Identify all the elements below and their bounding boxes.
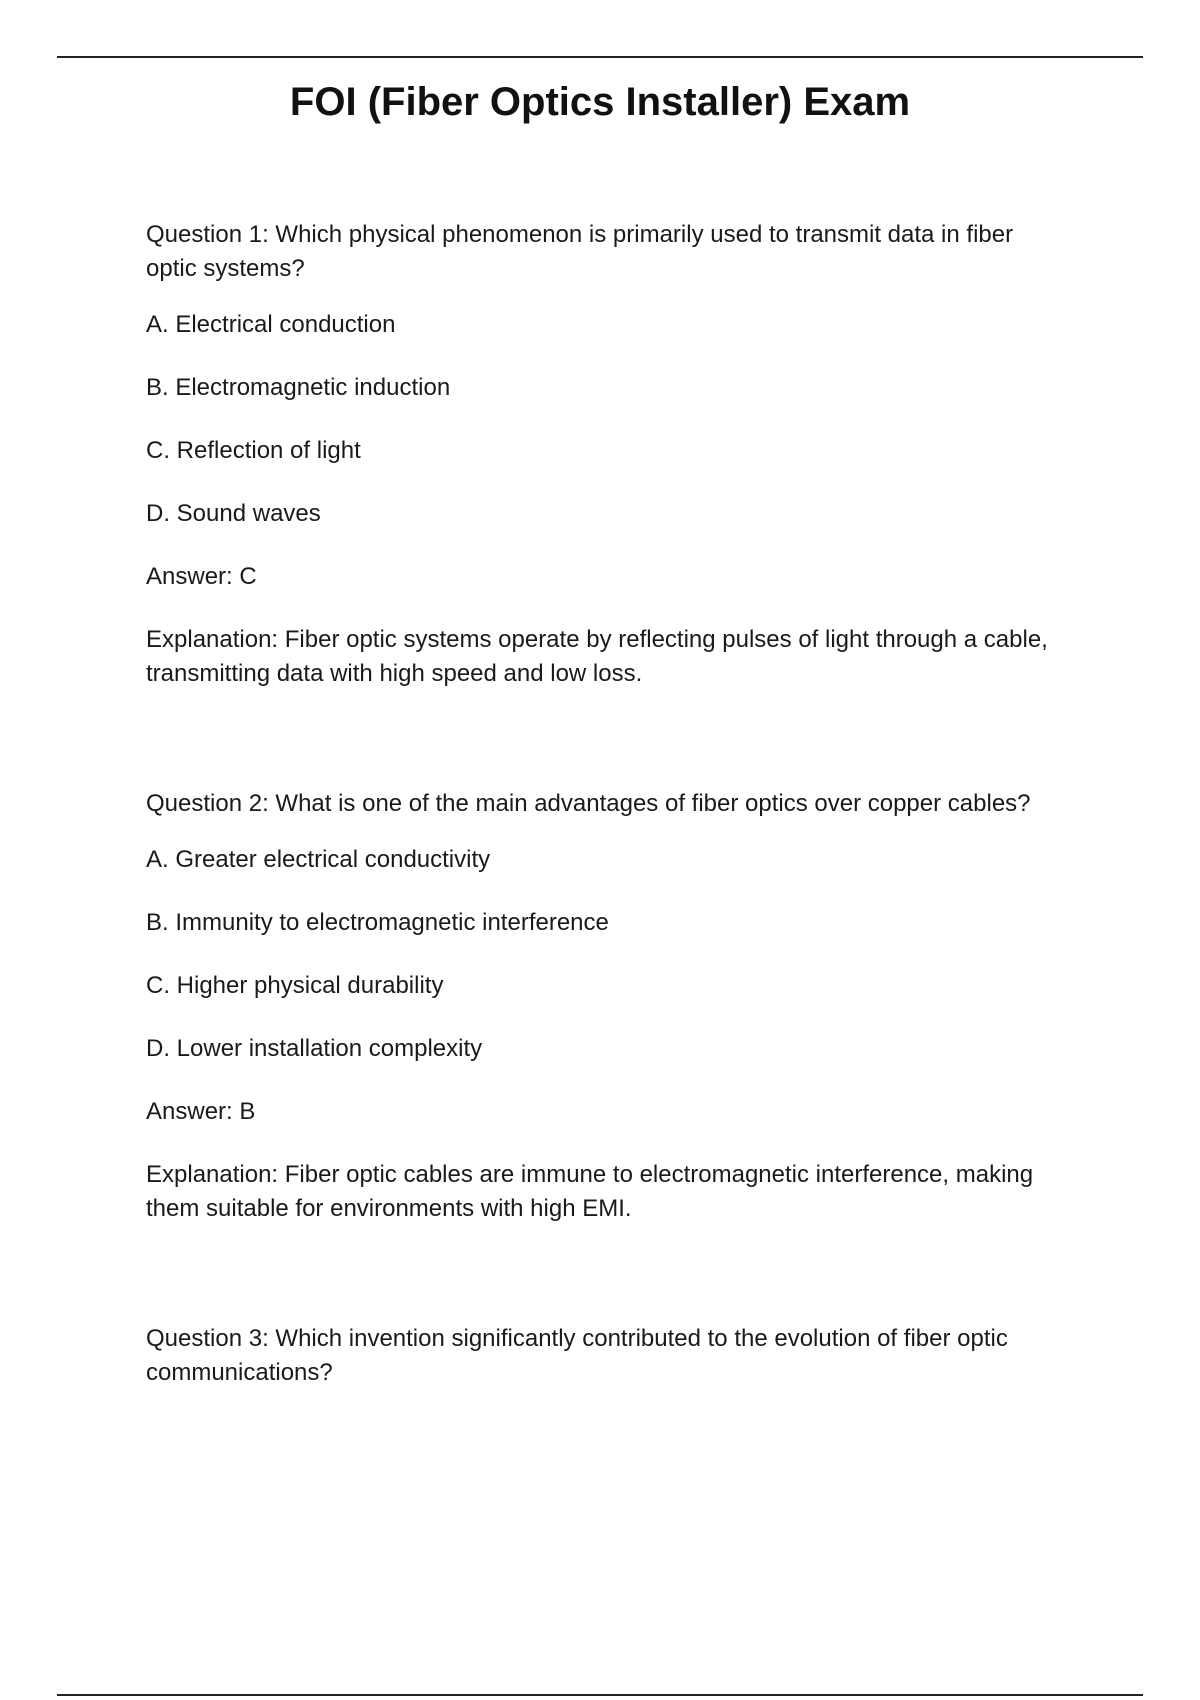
bottom-rule: [57, 1694, 1143, 1696]
explanation: Explanation: Fiber optic cables are immune to electromagnetic interference, making them suitable for environments with high EMI.: [146, 1161, 1034, 1222]
option-c: C. Higher physical durability: [146, 972, 444, 999]
exam-content: [146, 218, 1066, 1412]
option-a: A. Electrical conduction: [146, 311, 396, 338]
page-title: FOI (Fiber Optics Installer) Exam: [289, 80, 911, 124]
question-text: Question 2: What is one of the main advantages of fiber optics over copper cables?: [146, 790, 1031, 817]
explanation: Explanation: Fiber optic systems operate by reflecting pulses of light through a cable, transmitting data with high speed and low loss.: [146, 626, 1048, 687]
question-text: Question 3: Which invention significantly contributed to the evolution of fiber optic communications?: [146, 1325, 1008, 1386]
option-c: C. Reflection of light: [146, 437, 361, 464]
question-3: [146, 1322, 1066, 1390]
answer: Answer: C: [146, 563, 257, 590]
option-d: D. Lower installation complexity: [146, 1035, 483, 1062]
option-d: D. Sound waves: [146, 500, 321, 527]
question-text: Question 1: Which physical phenomenon is primarily used to transmit data in fiber optic systems?: [146, 221, 1014, 282]
top-rule: [57, 56, 1143, 58]
question-2: [146, 787, 1066, 1226]
option-b: B. Immunity to electromagnetic interference: [146, 909, 609, 936]
answer: Answer: B: [146, 1098, 256, 1125]
option-b: B. Electromagnetic induction: [146, 374, 451, 401]
question-1: [146, 218, 1066, 691]
option-a: A. Greater electrical conductivity: [146, 846, 491, 873]
